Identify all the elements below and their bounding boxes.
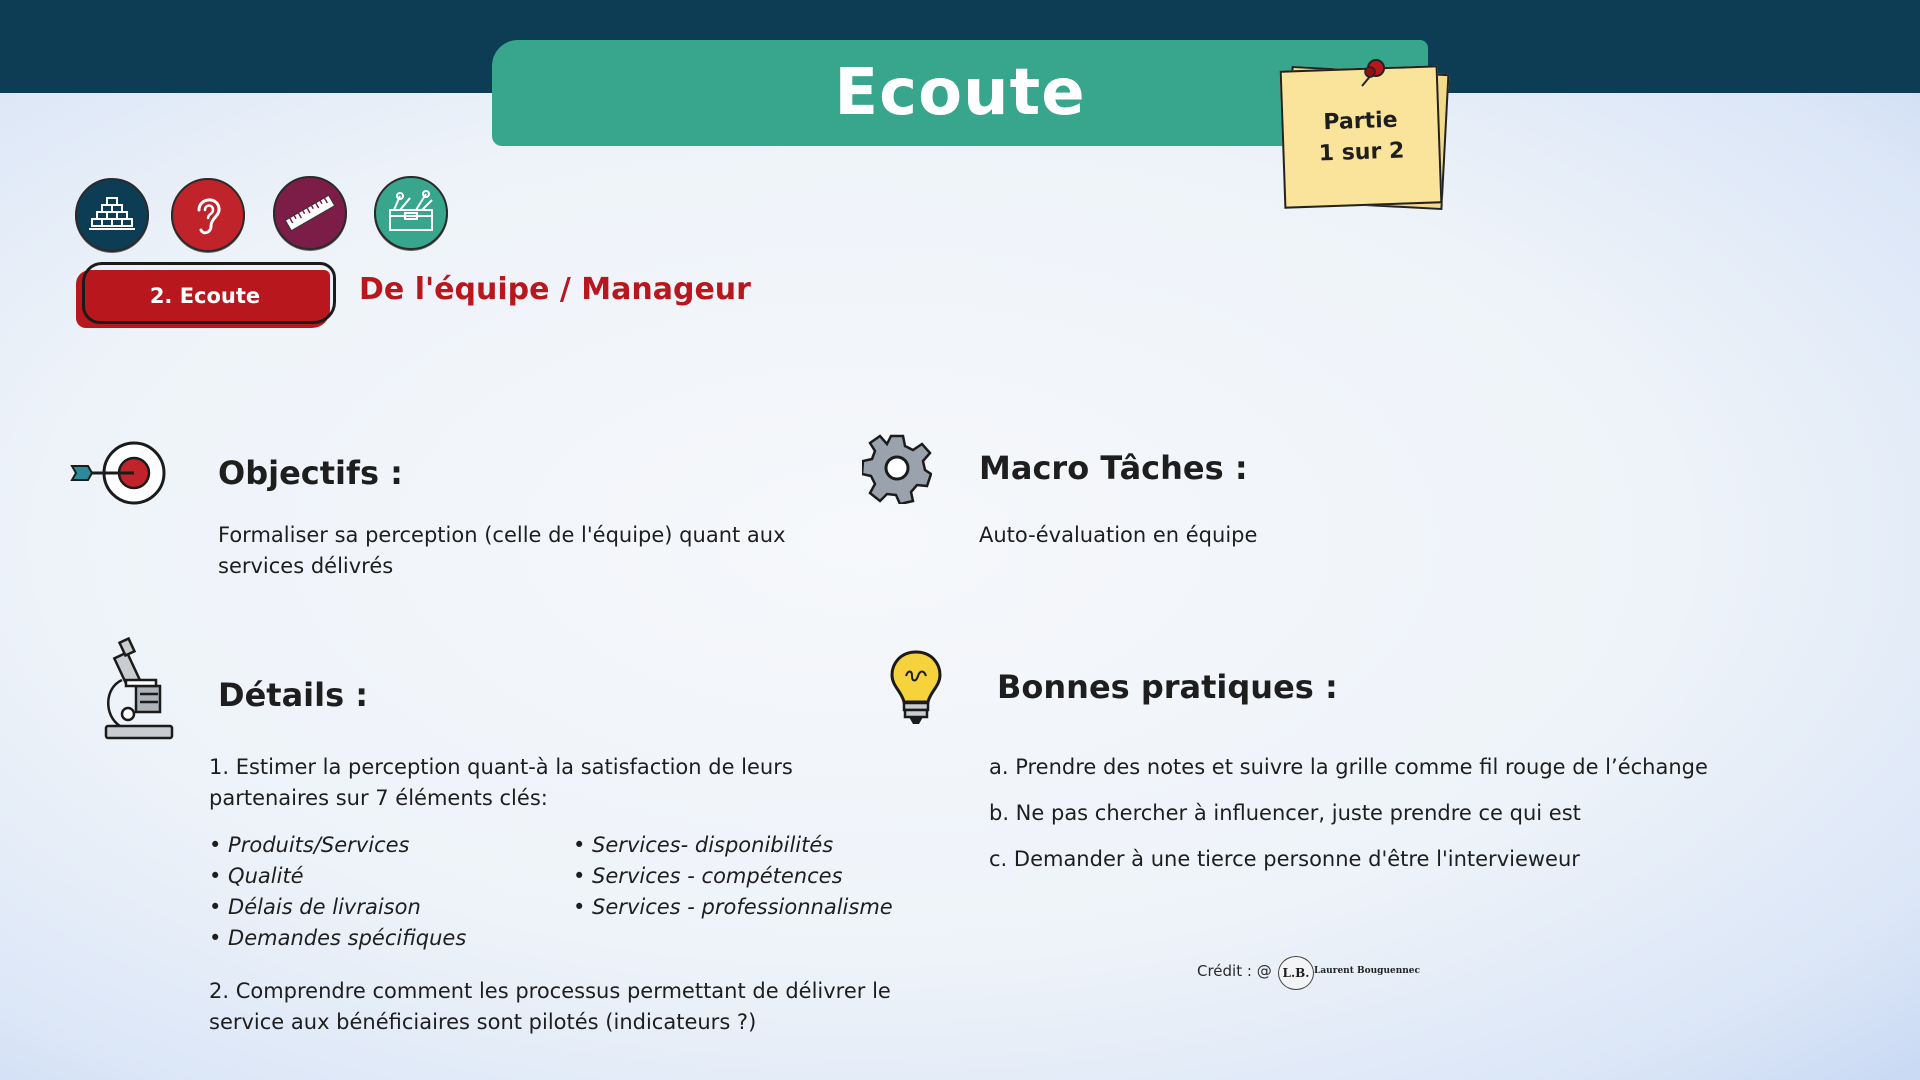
details-col1-item: • Produits/Services [209, 833, 410, 857]
details-heading: Détails : [218, 676, 369, 714]
step-bricks-circle[interactable] [75, 178, 149, 252]
objectifs-line1: Formaliser sa perception (celle de l'équipe) quant aux [218, 523, 786, 547]
section-badge [76, 262, 334, 326]
details-col1-item: • Délais de livraison [209, 895, 421, 919]
ruler-icon [275, 178, 345, 248]
subtitle: De l'équipe / Manageur [359, 272, 751, 307]
toolbox-icon [376, 178, 446, 248]
details-col1-item: • Qualité [209, 864, 304, 888]
details-col2-item: • Services - professionnalisme [573, 895, 893, 919]
target-arrow-icon [70, 440, 170, 506]
step-ruler-circle[interactable] [273, 176, 347, 250]
details-item2-line2: service aux bénéficiaires sont pilotés (indicateurs ?) [209, 1010, 757, 1034]
pratiques-heading: Bonnes pratiques : [997, 668, 1338, 706]
details-col2-item: • Services- disponibilités [573, 833, 834, 857]
details-item2-line1: 2. Comprendre comment les processus permettant de délivrer le [209, 979, 891, 1003]
macro-text: Auto-évaluation en équipe [979, 523, 1258, 547]
macro-heading: Macro Tâches : [979, 449, 1248, 487]
objectifs-line2: services délivrés [218, 554, 394, 578]
step-ear-circle[interactable] [171, 178, 245, 252]
credit-name: Laurent Bouguennec [1314, 966, 1421, 976]
details-col1-item: • Demandes spécifiques [209, 926, 467, 950]
lightbulb-icon [888, 648, 944, 728]
pratiques-item-a: a. Prendre des notes et suivre la grille comme fil rouge de l’échange [989, 755, 1708, 779]
pushpin-icon [1352, 56, 1392, 92]
ear-icon [173, 180, 243, 250]
details-item1-line1: 1. Estimer la perception quant-à la satisfaction de leurs [209, 755, 793, 779]
sticky-note-line2: 1 sur 2 [1318, 138, 1405, 167]
microscope-icon [100, 636, 178, 740]
objectifs-heading: Objectifs : [218, 454, 403, 492]
details-item1-line2: partenaires sur 7 éléments clés: [209, 786, 548, 810]
badge-label: 2. Ecoute [149, 284, 261, 308]
credit-label: Crédit : @ [1197, 962, 1272, 980]
pratiques-item-c: c. Demander à une tierce personne d'être l'intervieweur [989, 847, 1580, 871]
page-title: Ecoute [834, 56, 1086, 130]
credit-logo: L.B. [1278, 956, 1314, 990]
sticky-note-line1: Partie [1322, 107, 1398, 136]
step-toolbox-circle[interactable] [374, 176, 448, 250]
bricks-icon [77, 180, 147, 250]
pratiques-item-b: b. Ne pas chercher à influencer, juste prendre ce qui est [989, 801, 1581, 825]
gear-icon [862, 432, 932, 504]
details-col2-item: • Services - compétences [573, 864, 843, 888]
